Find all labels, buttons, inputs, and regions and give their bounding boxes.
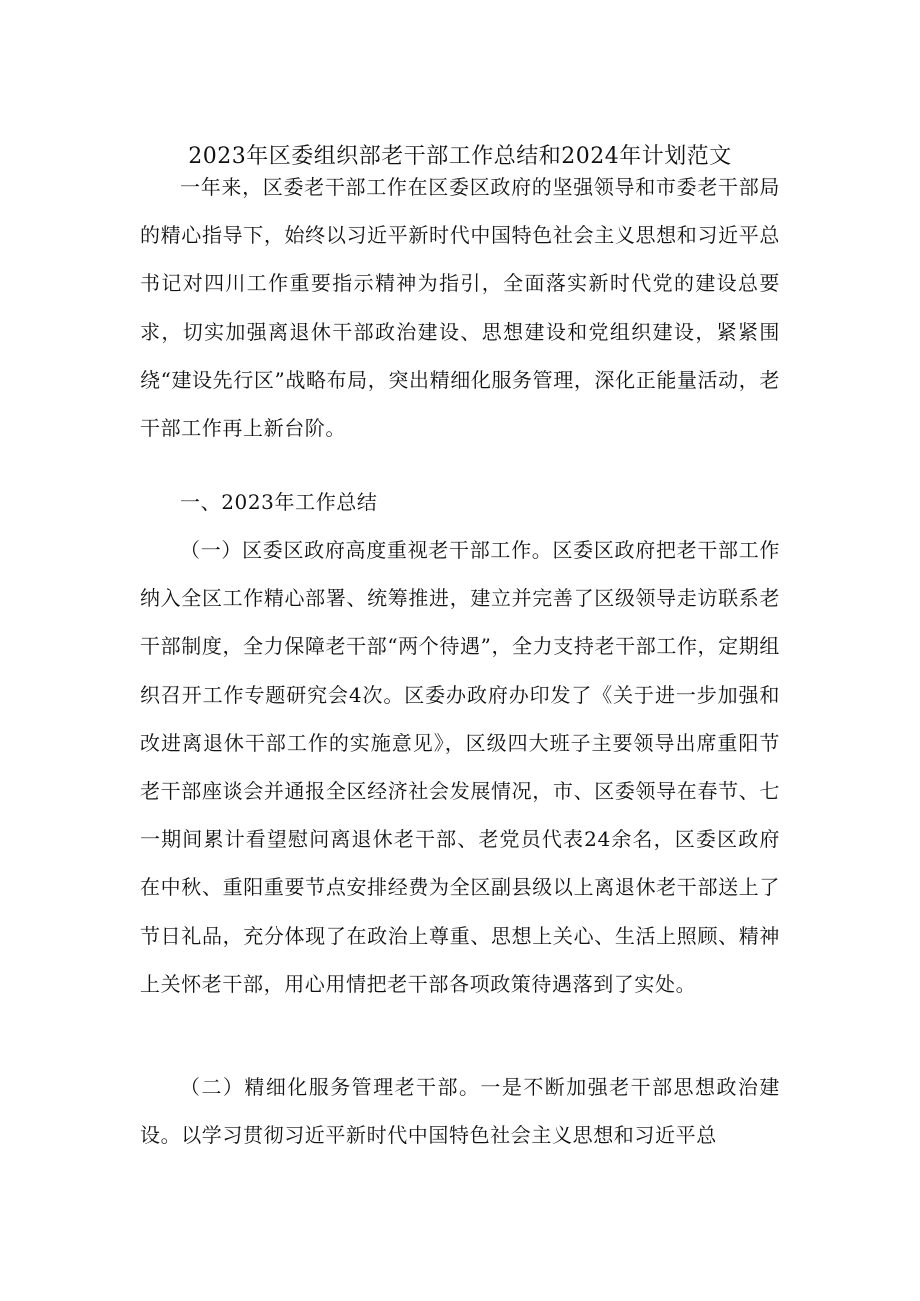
paragraph-service-management: （二）精细化服务管理老干部。一是不断加强老干部思想政治建设。以学习贯彻习近平新时代中国特色社会主义思想和习近平总: [140, 1075, 780, 1148]
document-title: 2023年区委组织部老干部工作总结和2024年计划范文: [188, 144, 732, 169]
paragraph-leadership: （一）区委区政府高度重视老干部工作。区委区政府把老干部工作纳入全区工作精心部署、统筹推进，建立并完善了区级领导走访联系老干部制度，全力保障老干部“两个待遇”，全力支持老干部工作，定期组织召开工作专题研究会4次。区委办政府办印发了《关于进一步加强和改进离退休干部工作的实施意见》，区级四大班子主要领导出席重阳节老干部座谈会并通报全区经济社会发展情况，市、区委领导在春节、七一期间累计看望慰问离退休老干部、老党员代表24余名，区委区政府在中秋、重阳重要节点安排经费为全区副县级以上离退休老干部送上了节日礼品，充分体现了在政治上尊重、思想上关心、生活上照顾、精神上关怀老干部，用心用情把老干部各项政策待遇落到了实处。: [140, 538, 780, 996]
paragraph-intro: 一年来，区委老干部工作在区委区政府的坚强领导和市委老干部局的精心指导下，始终以习近平新时代中国特色社会主义思想和习近平总书记对四川工作重要指示精神为指引，全面落实新时代党的建设总要求，切实加强离退休干部政治建设、思想建设和党组织建设，紧紧围绕“建设先行区”战略布局，突出精细化服务管理，深化正能量活动，老干部工作再上新台阶。: [140, 175, 780, 441]
section-heading-summary: 一、2023年工作总结: [180, 490, 378, 514]
